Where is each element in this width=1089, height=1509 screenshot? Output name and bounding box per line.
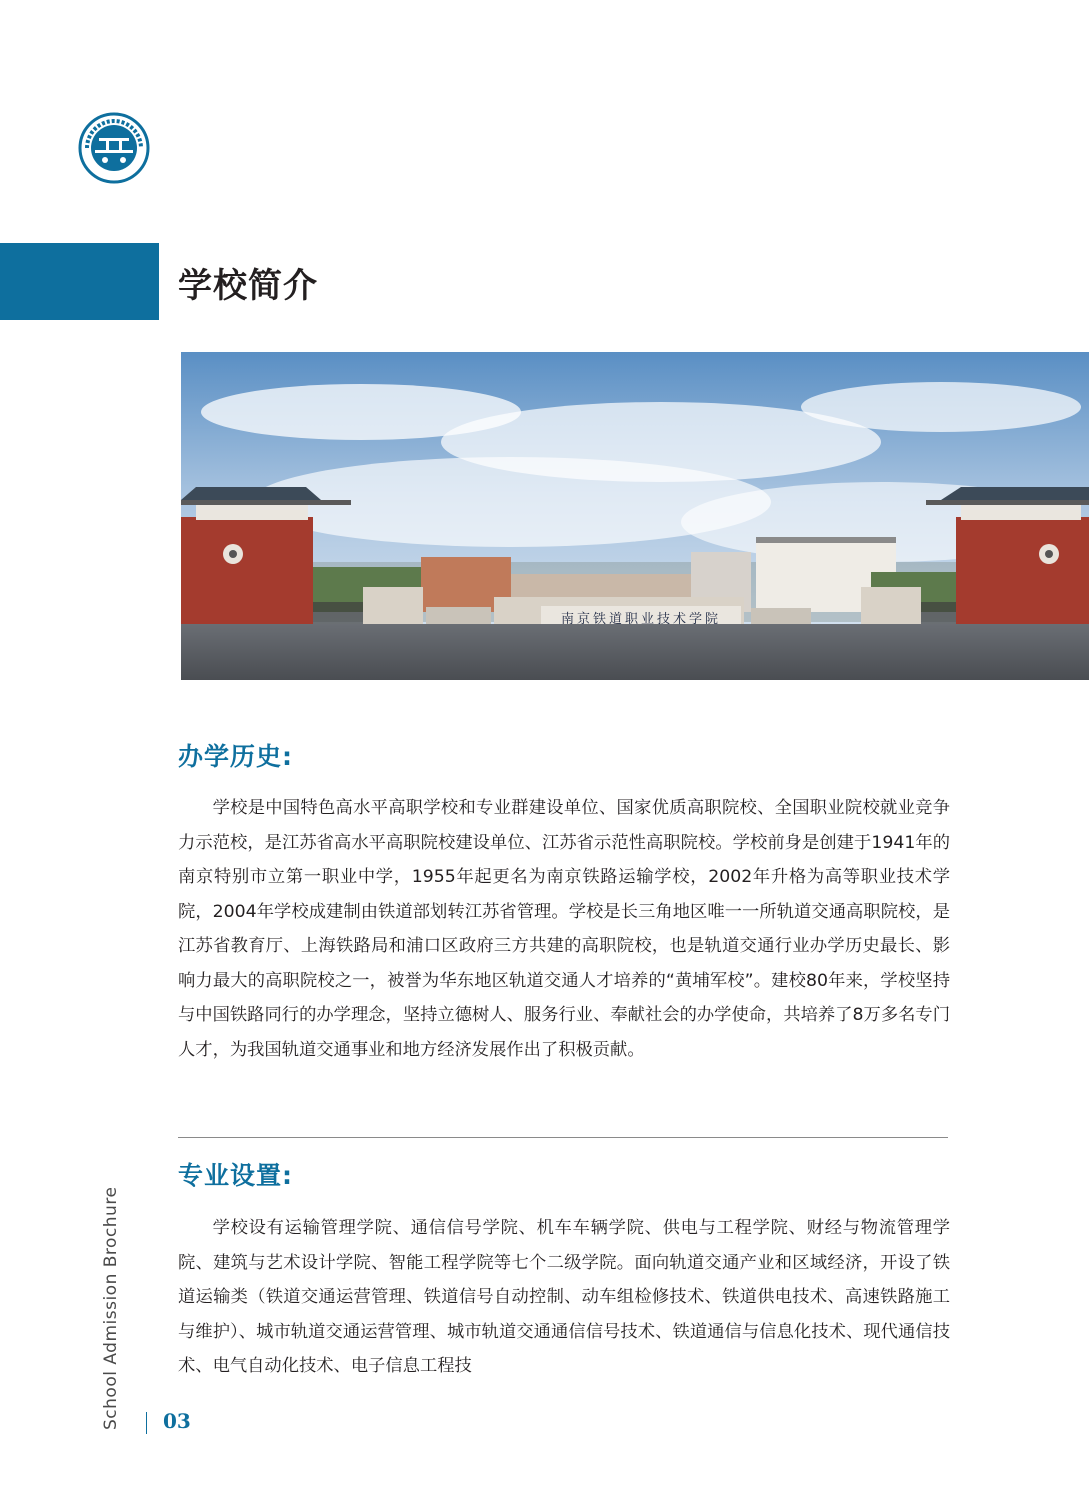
section-heading-history: 办学历史: (178, 742, 293, 771)
section-divider (178, 1137, 948, 1138)
page-number-separator (146, 1412, 147, 1434)
title-accent-block (0, 243, 159, 320)
brochure-side-label: School Admission Brochure (101, 1186, 121, 1430)
campus-gate-photo (181, 352, 1089, 680)
gate-sign: 南京铁道职业技术学院 (560, 612, 722, 627)
page-title: 学校简介 (178, 266, 318, 306)
section-body-majors: 学校设有运输管理学院、通信信号学院、机车车辆学院、供电与工程学院、财经与物流管理学院、建筑与艺术设计学院、智能工程学院等七个二级学院。面向轨道交通产业和区域经济，开设了铁道运输类（铁道交通运营管理、铁道信号自动控制、动车组检修技术、铁道供电技术、高速铁路施工与维护）、城市轨道交通运营管理、城市轨道交通通信信号技术、铁道通信与信息化技术、现代通信技术、电气自动化技术、电子信息工程技 (178, 1218, 950, 1376)
school-logo-icon (78, 112, 150, 184)
section-heading-majors: 专业设置: (178, 1161, 293, 1190)
page-number: 03 (163, 1409, 191, 1433)
section-body-history: 学校是中国特色高水平高职学校和专业群建设单位、国家优质高职院校、全国职业院校就业竞争力示范校，是江苏省高水平高职院校建设单位、江苏省示范性高职院校。学校前身是创建于1941年的南京特别市立第一职业中学，1955年起更名为南京铁路运输学校，2002年升格为高等职业技术学院，2004年学校成建制由铁道部划转江苏省管理。学校是长三角地区唯一一所轨道交通高职院校，是江苏省教育厅、上海铁路局和浦口区政府三方共建的高职院校，也是轨道交通行业办学历史最长、影响力最大的高职院校之一，被誉为华东地区轨道交通人才培养的“黄埔军校”。建校80年来，学校坚持与中国铁路同行的办学理念，坚持立德树人、服务行业、奉献社会的办学使命，共培养了8万多名专门人才，为我国轨道交通事业和地方经济发展作出了积极贡献。 (178, 798, 950, 1060)
